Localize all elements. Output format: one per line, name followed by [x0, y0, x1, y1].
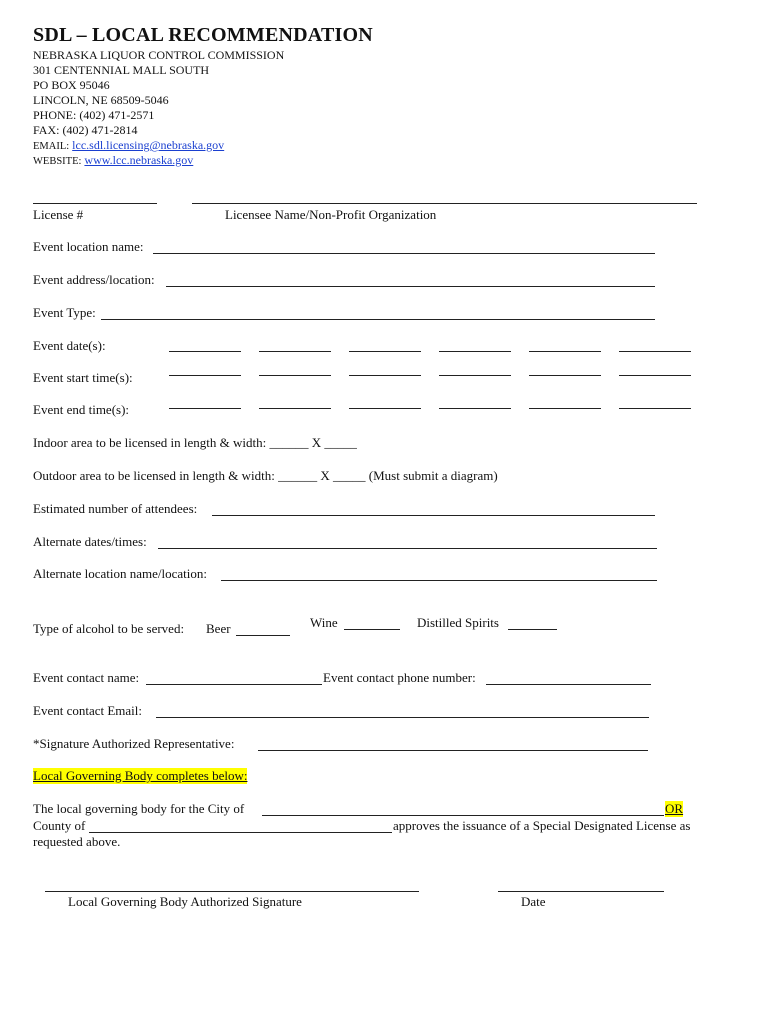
event-end-field[interactable]	[259, 408, 331, 409]
event-end-field[interactable]	[529, 408, 601, 409]
signature-rep-field[interactable]	[258, 750, 648, 751]
event-end-field[interactable]	[349, 408, 421, 409]
distilled-spirits-label: Distilled Spirits	[417, 615, 499, 630]
contact-name-field[interactable]	[146, 684, 322, 685]
event-date-field[interactable]	[259, 351, 331, 352]
or-text: OR	[665, 801, 684, 816]
beer-label: Beer	[206, 621, 231, 636]
event-start-field[interactable]	[259, 375, 331, 376]
event-start-field[interactable]	[349, 375, 421, 376]
wine-label: Wine	[310, 615, 338, 630]
governing-signature-field[interactable]	[45, 891, 419, 892]
email-row	[33, 138, 224, 154]
event-date-field[interactable]	[349, 351, 421, 352]
alternate-dates-label: Alternate dates/times:	[33, 534, 147, 549]
alternate-location-field[interactable]	[221, 580, 657, 581]
event-end-field[interactable]	[439, 408, 511, 409]
event-type-field[interactable]	[101, 319, 655, 320]
governing-signature-label: Local Governing Body Authorized Signature	[68, 894, 302, 909]
email-link[interactable]: lcc.sdl.licensing@nebraska.gov	[72, 138, 225, 152]
county-text: County of	[33, 818, 86, 833]
website-link[interactable]: www.lcc.nebraska.gov	[84, 153, 194, 167]
website-label: WEBSITE:	[33, 156, 82, 167]
event-dates-label: Event date(s):	[33, 338, 106, 353]
event-start-label: Event start time(s):	[33, 370, 133, 385]
fax-number: FAX: (402) 471-2814	[33, 123, 138, 137]
email-label: EMAIL:	[33, 141, 70, 152]
wine-field[interactable]	[344, 629, 400, 630]
event-location-name-field[interactable]	[153, 253, 655, 254]
approves-text: approves the issuance of a Special Designated License as	[393, 818, 691, 833]
outdoor-area-field[interactable]: Outdoor area to be licensed in length & width: ______ X _____ (Must submit a diagram)	[33, 468, 498, 483]
event-address-field[interactable]	[166, 286, 655, 287]
event-date-field[interactable]	[169, 351, 241, 352]
event-start-field[interactable]	[169, 375, 241, 376]
licensee-name-field[interactable]	[192, 203, 697, 204]
license-number-field[interactable]	[33, 203, 157, 204]
attendees-field[interactable]	[212, 515, 655, 516]
event-type-label: Event Type:	[33, 305, 96, 320]
event-end-field[interactable]	[169, 408, 241, 409]
city-address: LINCOLN, NE 68509-5046	[33, 93, 169, 107]
beer-field[interactable]	[236, 635, 290, 636]
city-text: The local governing body for the City of	[33, 801, 245, 816]
contact-name-label: Event contact name:	[33, 670, 140, 685]
alternate-dates-field[interactable]	[158, 548, 657, 549]
agency-name: NEBRASKA LIQUOR CONTROL COMMISSION	[33, 48, 285, 62]
alcohol-type-label: Type of alcohol to be served:	[33, 621, 185, 636]
governing-body-heading: Local Governing Body completes below:	[33, 768, 248, 783]
requested-text: requested above.	[33, 834, 121, 849]
county-field[interactable]	[89, 832, 392, 833]
signature-rep-label: *Signature Authorized Representative:	[33, 736, 235, 751]
phone-number: PHONE: (402) 471-2571	[33, 108, 155, 122]
licensee-name-label: Licensee Name/Non-Profit Organization	[225, 207, 437, 222]
date-label: Date	[521, 894, 546, 909]
event-date-field[interactable]	[439, 351, 511, 352]
event-location-name-label: Event location name:	[33, 239, 144, 254]
indoor-area-field[interactable]: Indoor area to be licensed in length & width: ______ X _____	[33, 435, 357, 450]
event-start-field[interactable]	[619, 375, 691, 376]
alternate-location-label: Alternate location name/location:	[33, 566, 207, 581]
attendees-label: Estimated number of attendees:	[33, 501, 198, 516]
event-date-field[interactable]	[529, 351, 601, 352]
contact-phone-label: Event contact phone number:	[323, 670, 476, 685]
contact-email-label: Event contact Email:	[33, 703, 143, 718]
event-end-field[interactable]	[619, 408, 691, 409]
event-end-label: Event end time(s):	[33, 402, 130, 417]
street-address: 301 CENTENNIAL MALL SOUTH	[33, 63, 210, 77]
license-number-label: License #	[33, 207, 84, 222]
event-start-field[interactable]	[529, 375, 601, 376]
event-date-field[interactable]	[619, 351, 691, 352]
city-field[interactable]	[262, 815, 664, 816]
distilled-spirits-field[interactable]	[508, 629, 557, 630]
po-box: PO BOX 95046	[33, 78, 110, 92]
contact-phone-field[interactable]	[486, 684, 651, 685]
event-address-label: Event address/location:	[33, 272, 155, 287]
page-title: SDL – LOCAL RECOMMENDATION	[33, 24, 373, 46]
contact-email-field[interactable]	[156, 717, 649, 718]
website-row	[33, 153, 193, 169]
event-start-field[interactable]	[439, 375, 511, 376]
date-field[interactable]	[498, 891, 664, 892]
